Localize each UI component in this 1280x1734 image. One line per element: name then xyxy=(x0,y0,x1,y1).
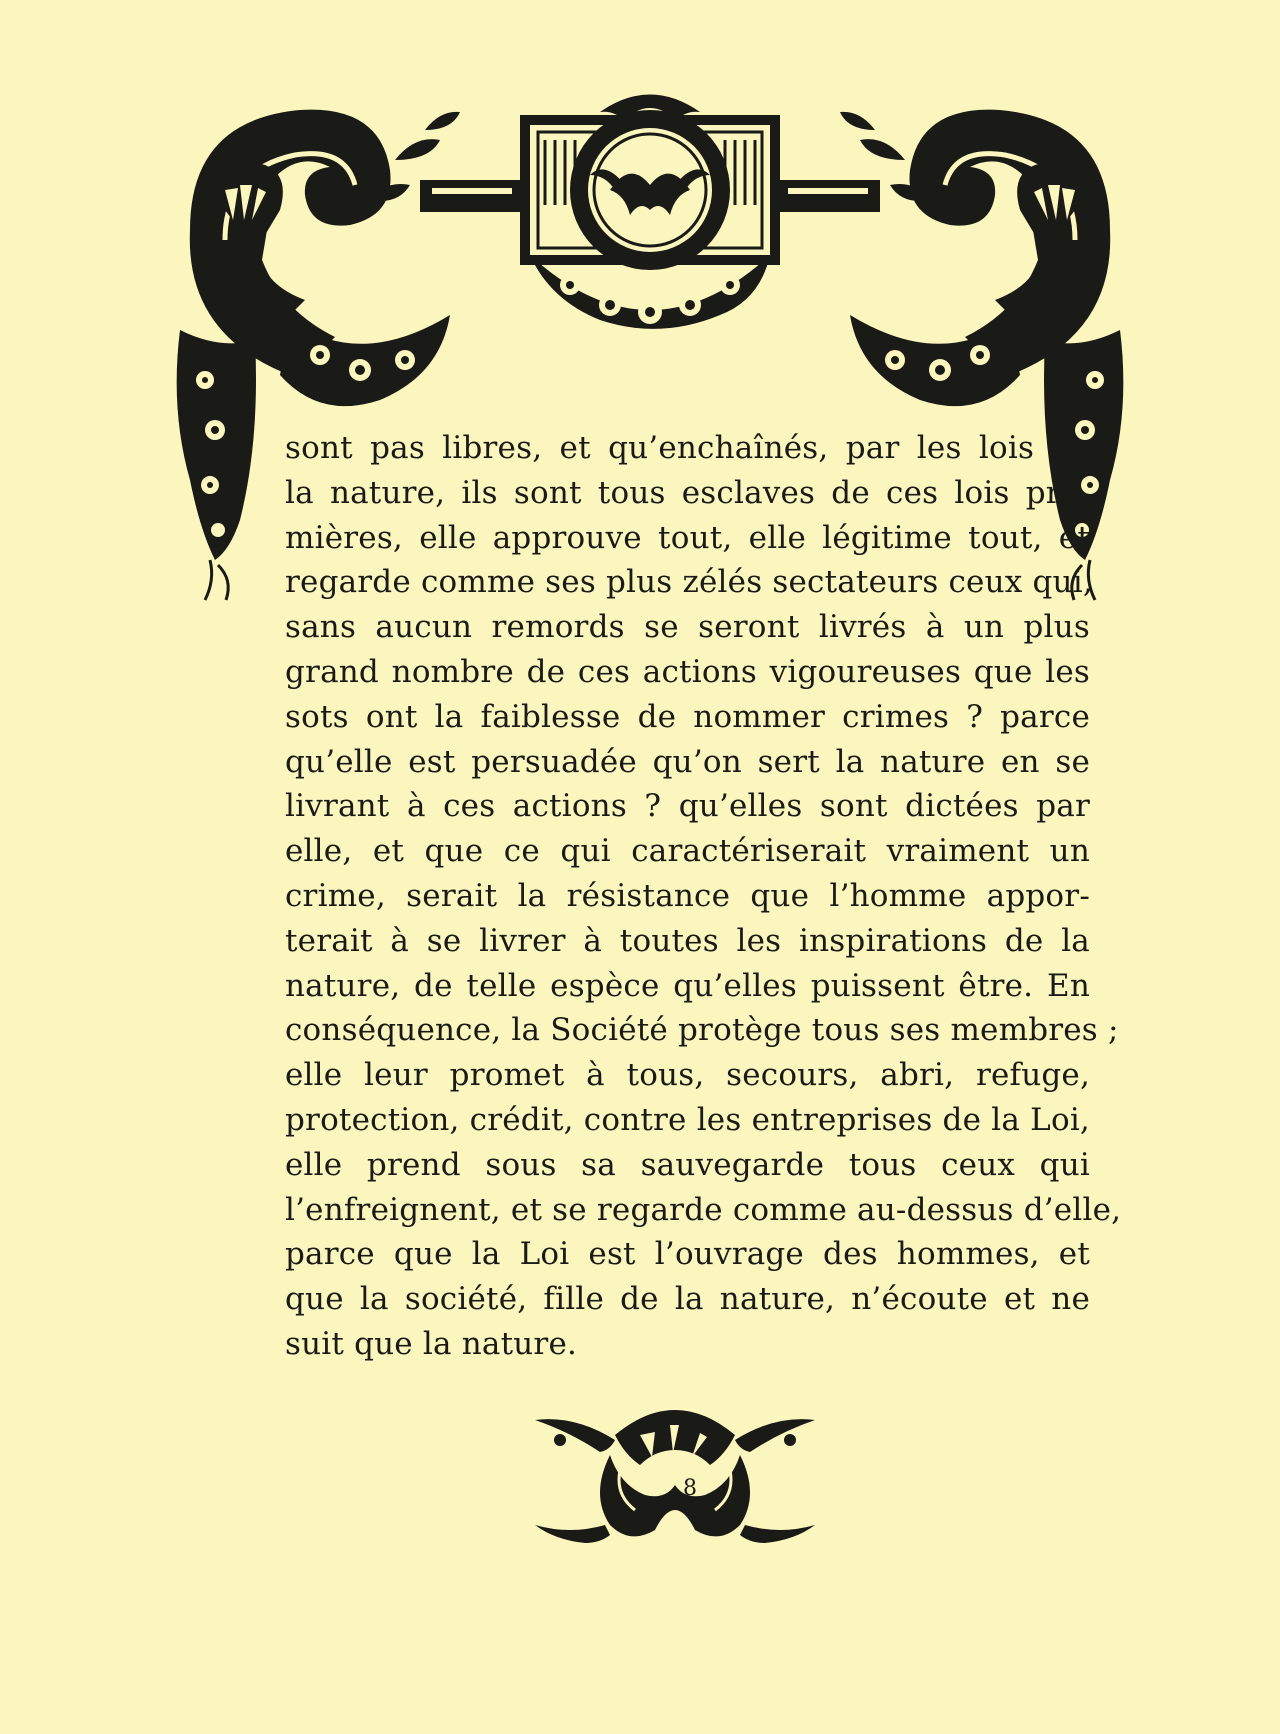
text-line: conséquence, la Société protège tous ses membres ; xyxy=(285,1012,1119,1049)
page-number: 8 xyxy=(683,1476,697,1501)
text-line: parce que la Loi est l’ouvrage des hommes, et xyxy=(285,1236,1090,1273)
body-text xyxy=(285,426,1122,1367)
text-line: l’enfreignent, et se regarde comme au-dessus d’elle, xyxy=(285,1191,1122,1228)
text-line: sont pas libres, et qu’enchaînés, par les lois de xyxy=(285,430,1090,466)
text-line: protection, crédit, contre les entreprises de la Loi, xyxy=(285,1101,1090,1138)
text-line: terait à se livrer à toutes les inspirations de la xyxy=(285,922,1090,959)
text-line: sans aucun remords se seront livrés à un plus xyxy=(285,609,1090,646)
text-line: elle, et que ce qui caractériserait vraiment un xyxy=(285,833,1090,870)
text-line: qu’elle est persuadée qu’on sert la nature en se xyxy=(285,743,1090,780)
text-line: livrant à ces actions ? qu’elles sont dictées par xyxy=(285,788,1090,825)
text-line: la nature, ils sont tous esclaves de ces lois pre- xyxy=(285,474,1090,511)
tailpiece-ornament xyxy=(530,1395,820,1555)
text-line: suit que la nature. xyxy=(285,1325,578,1362)
text-line: nature, de telle espèce qu’elles puissent être. En xyxy=(285,967,1090,1004)
text-line: regarde comme ses plus zélés sectateurs ceux qui, xyxy=(285,564,1093,601)
text-line: que la société, fille de la nature, n’écoute et ne xyxy=(285,1281,1090,1318)
text-line: elle prend sous sa sauvegarde tous ceux qui xyxy=(285,1146,1090,1183)
text-line: elle leur promet à tous, secours, abri, refuge, xyxy=(285,1057,1090,1094)
text-line: grand nombre de ces actions vigoureuses que les xyxy=(285,653,1090,690)
text-line: crime, serait la résistance que l’homme appor- xyxy=(285,877,1090,914)
text-line: sots ont la faiblesse de nommer crimes ? parce xyxy=(285,698,1090,735)
text-line: mières, elle approuve tout, elle légitime tout, et xyxy=(285,519,1090,556)
